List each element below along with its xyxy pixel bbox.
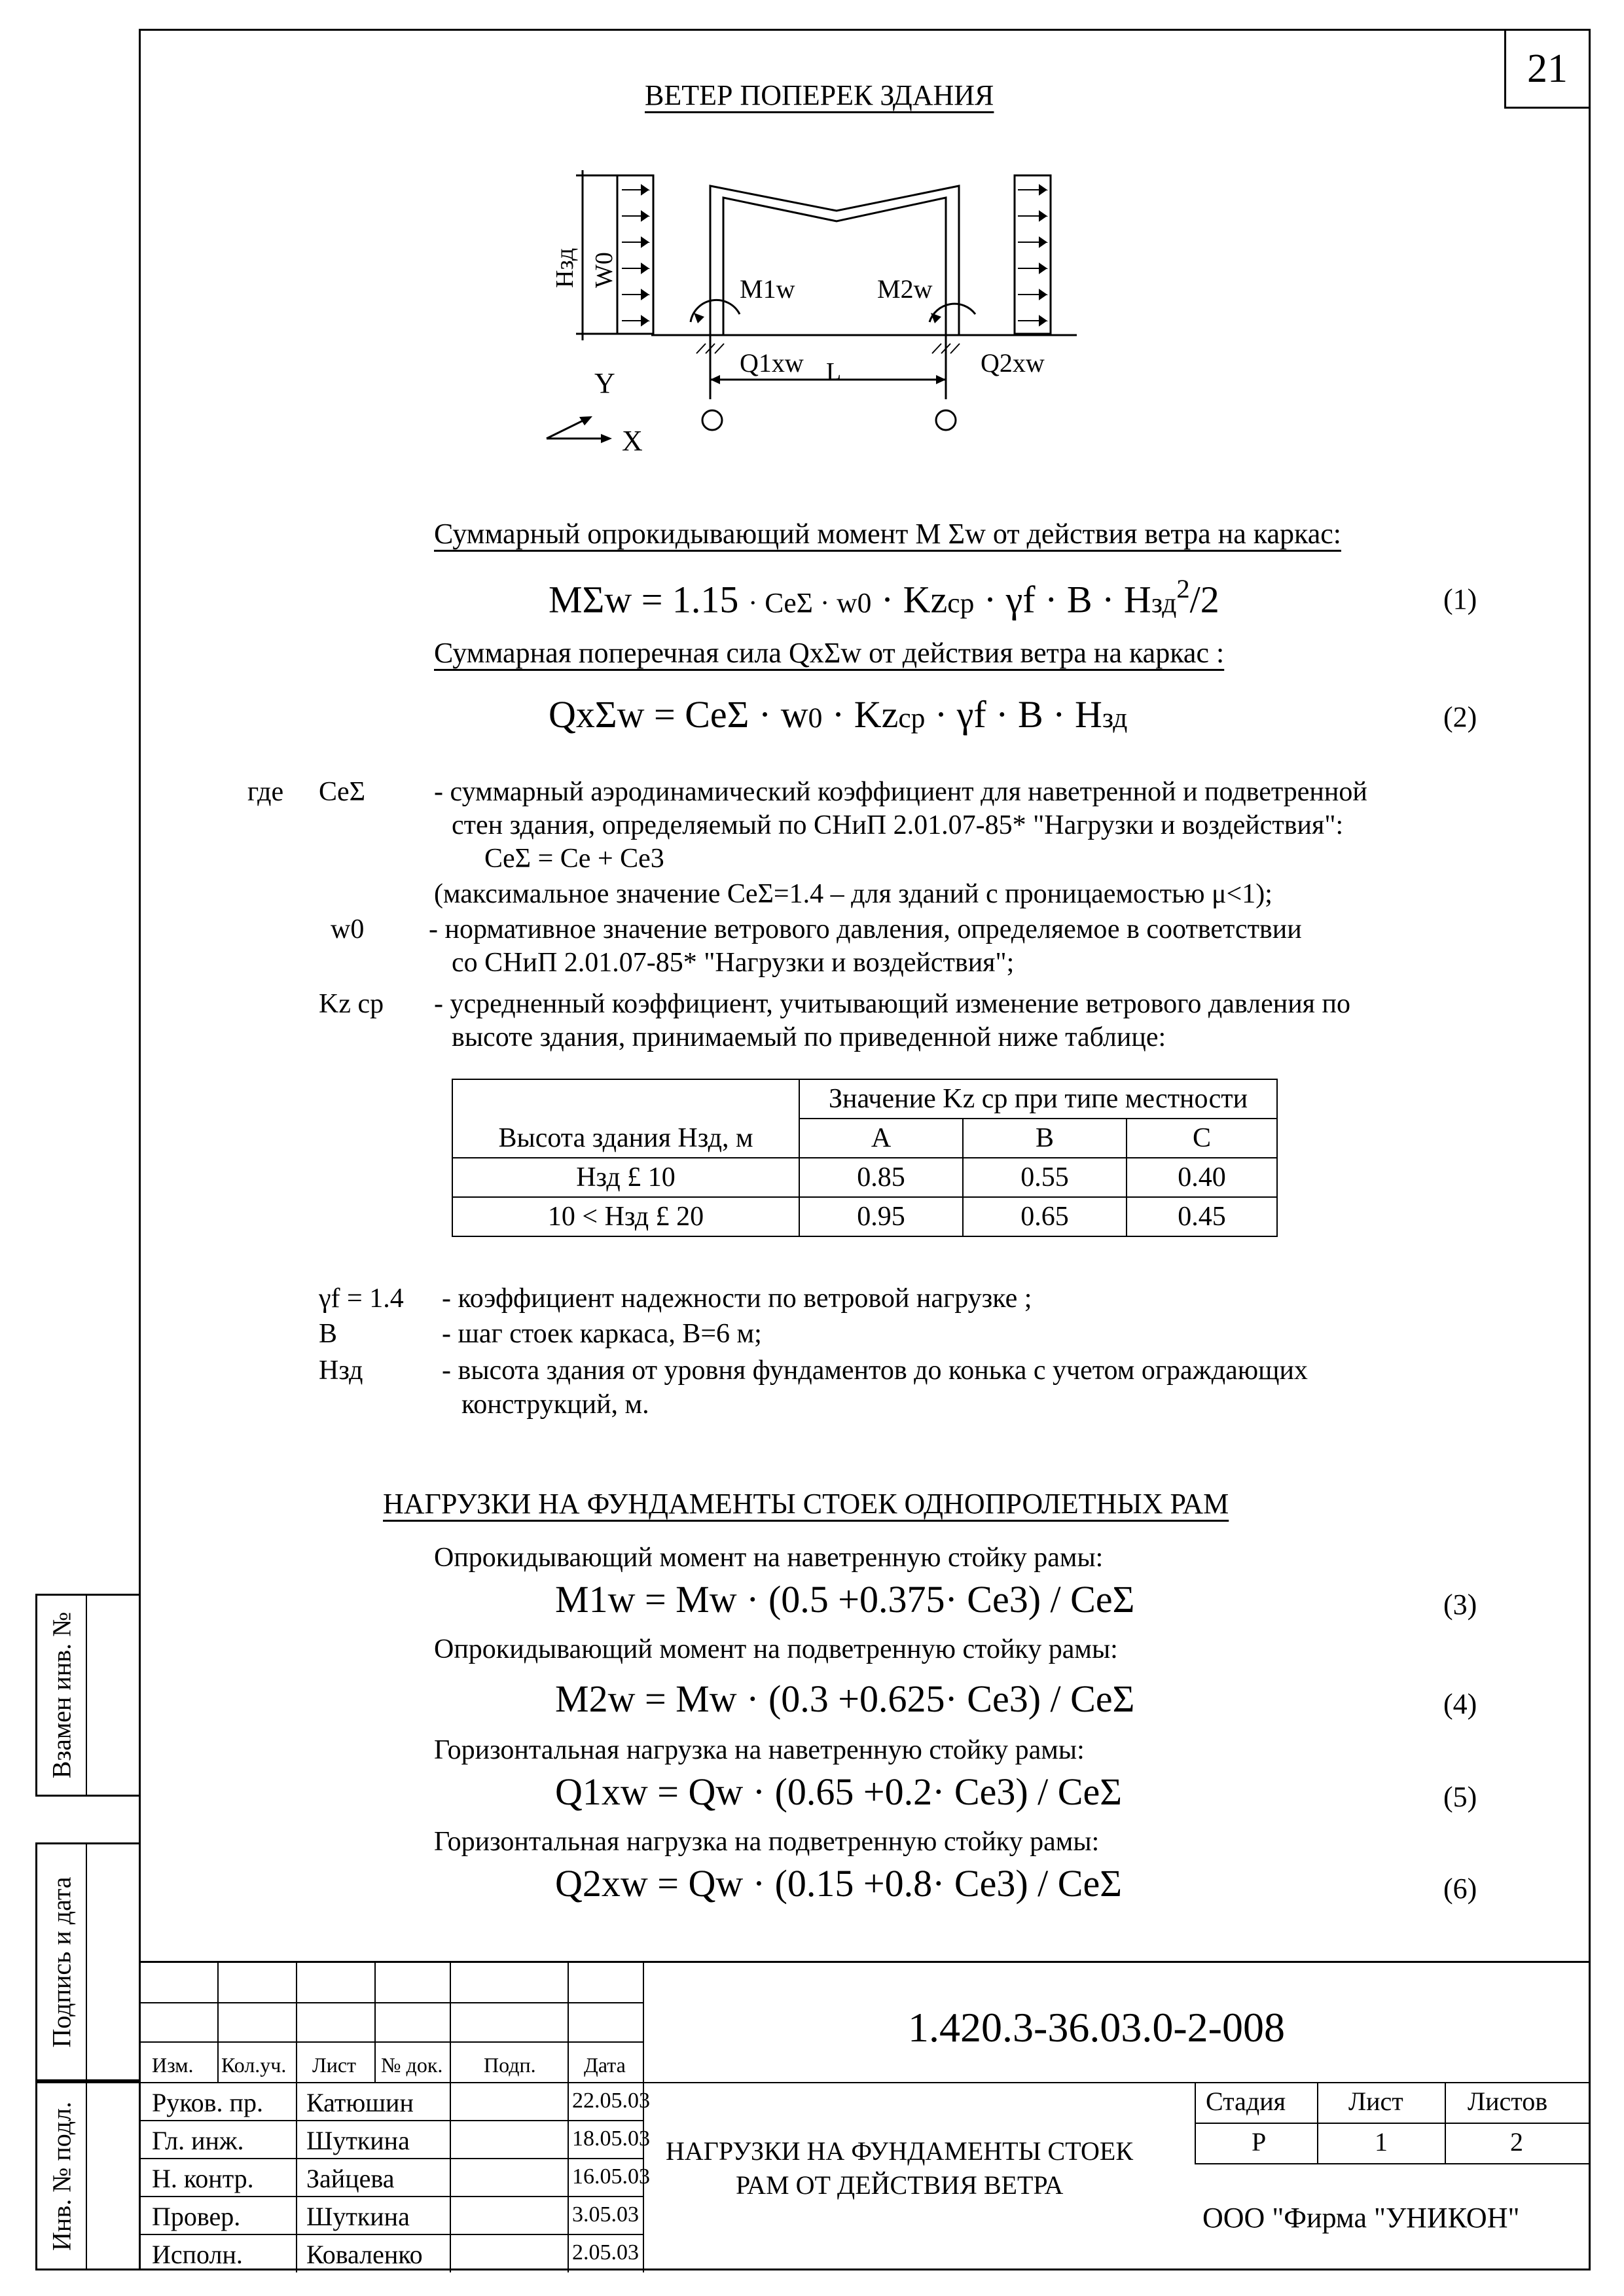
f5-formula: Q1xw = Qw · (0.65 +0.2· Ce3) / CeΣ bbox=[555, 1770, 1122, 1813]
desc-b: - шаг стоек каркаса, B=6 м; bbox=[442, 1319, 762, 1349]
symbol-kz: Kz cp bbox=[319, 989, 384, 1019]
table-col-a: A bbox=[799, 1119, 963, 1158]
f3-number: (3) bbox=[1443, 1588, 1477, 1621]
table-col-c: C bbox=[1127, 1119, 1277, 1158]
sheets-value: 2 bbox=[1510, 2127, 1523, 2157]
name-gl-inzh: Шуткина bbox=[306, 2126, 410, 2155]
f4-number: (4) bbox=[1443, 1688, 1477, 1720]
wind-arrows bbox=[579, 185, 1046, 443]
x-axis-label: X bbox=[622, 425, 643, 457]
symbol-gf: γf = 1.4 bbox=[319, 1283, 404, 1314]
wind-load-right bbox=[1015, 175, 1051, 334]
wind-load-left bbox=[617, 175, 653, 334]
y-axis-label: Y bbox=[594, 367, 615, 399]
header-izm: Изм. bbox=[152, 2053, 194, 2077]
role-gl-inzh: Гл. инж. bbox=[152, 2126, 244, 2155]
f5-number: (5) bbox=[1443, 1781, 1477, 1813]
section-title-foundations: НАГРУЗКИ НА ФУНДАМЕНТЫ СТОЕК ОДНОПРОЛЕТНЫХ РАМ bbox=[383, 1488, 1229, 1520]
date-rukov: 22.05.03 bbox=[572, 2089, 650, 2113]
desc-h-1: - высота здания от уровня фундаментов до конька с учетом ограждающих bbox=[442, 1355, 1308, 1386]
l-label: L bbox=[826, 358, 842, 386]
date-gl-inzh: 18.05.03 bbox=[572, 2126, 650, 2151]
role-prover: Провер. bbox=[152, 2202, 241, 2231]
f3-formula: M1w = Mw · (0.5 +0.375· Ce3) / CeΣ bbox=[555, 1578, 1135, 1621]
desc-kz-1: - усредненный коэффициент, учитывающий изменение ветрового давления по bbox=[434, 989, 1350, 1019]
date-n-kontr: 16.05.03 bbox=[572, 2164, 650, 2189]
eq2-intro: Суммарная поперечная сила QxΣw от действия ветра на каркас : bbox=[434, 637, 1225, 669]
f6-number: (6) bbox=[1443, 1873, 1477, 1905]
symbol-b: B bbox=[319, 1319, 338, 1349]
header-data: Дата bbox=[584, 2053, 626, 2077]
eq1-number: (1) bbox=[1443, 583, 1477, 615]
h-label: Нзд bbox=[551, 247, 579, 288]
portal-frame bbox=[710, 186, 959, 335]
header-list: Лист bbox=[312, 2053, 357, 2077]
desc-kz-2: высоте здания, принимаемый по приведенной ниже таблице: bbox=[452, 1022, 1166, 1052]
symbol-ce: CeΣ bbox=[319, 777, 366, 807]
kz-table bbox=[452, 1079, 1278, 1237]
side-inv: Инв. № подл. bbox=[35, 2081, 139, 2270]
m2-label: M2w bbox=[877, 274, 933, 304]
side-vzamen: Взамен инв. № bbox=[35, 1594, 139, 1797]
f3-intro: Опрокидывающий момент на наветренную стойку рамы: bbox=[434, 1543, 1104, 1573]
desc-w0-2: со СНиП 2.01.07-85* "Нагрузки и воздействия"; bbox=[452, 948, 1015, 978]
title-block bbox=[139, 1961, 1591, 2270]
company-name: ООО "Фирма "УНИКОН" bbox=[1202, 2202, 1520, 2234]
table-group-header: Значение Kz cp при типе местности bbox=[799, 1079, 1277, 1119]
q1-label: Q1xw bbox=[740, 348, 804, 378]
role-rukov: Руков. пр. bbox=[152, 2088, 263, 2117]
document-code: 1.420.3-36.03.0-2-008 bbox=[908, 2004, 1285, 2051]
table-col0-header: Высота здания Hзд, м bbox=[452, 1119, 799, 1158]
page-number: 21 bbox=[1504, 29, 1591, 109]
name-prover: Шуткина bbox=[306, 2202, 410, 2231]
table-header-row bbox=[452, 1079, 1277, 1119]
f6-formula: Q2xw = Qw · (0.15 +0.8· Ce3) / CeΣ bbox=[555, 1862, 1122, 1905]
table-subheader-row bbox=[452, 1119, 1277, 1158]
table-row: Hзд £ 10 0.85 0.55 0.40 bbox=[452, 1158, 1277, 1197]
symbol-w0: w0 bbox=[331, 914, 365, 944]
sheet-title-line2: РАМ ОТ ДЕЙСТВИЯ ВЕТРА bbox=[736, 2170, 1064, 2200]
f5-intro: Горизонтальная нагрузка на наветренную стойку рамы: bbox=[434, 1735, 1085, 1765]
eq1-intro: Суммарный опрокидывающий момент M Σw от действия ветра на каркас: bbox=[434, 518, 1341, 550]
header-kol: Кол.уч. bbox=[221, 2053, 287, 2077]
desc-h-2: конструкций, м. bbox=[461, 1390, 649, 1420]
sheets-header: Листов bbox=[1468, 2087, 1548, 2116]
role-ispoln: Исполн. bbox=[152, 2240, 243, 2269]
desc-w0-1: - нормативное значение ветрового давления, определяемое в соответствии bbox=[429, 914, 1302, 944]
sheet-value: 1 bbox=[1375, 2127, 1388, 2157]
table-row: 10 < Hзд £ 20 0.95 0.65 0.45 bbox=[452, 1197, 1277, 1236]
m1-label: M1w bbox=[740, 274, 795, 304]
desc-ce-2: стен здания, определяемый по СНиП 2.01.07-85* "Нагрузки и воздействия": bbox=[452, 810, 1344, 840]
w0-label: W0 bbox=[590, 252, 618, 288]
date-prover: 3.05.03 bbox=[572, 2202, 639, 2227]
name-rukov: Катюшин bbox=[306, 2088, 414, 2117]
f4-intro: Опрокидывающий момент на подветренную стойку рамы: bbox=[434, 1634, 1118, 1664]
sheet-header: Лист bbox=[1348, 2087, 1403, 2116]
date-ispoln: 2.05.03 bbox=[572, 2240, 639, 2265]
side-podpis: Подпись и дата bbox=[35, 1842, 139, 2081]
q2-label: Q2xw bbox=[981, 348, 1045, 378]
frame-diagram bbox=[524, 160, 1087, 461]
desc-ce-4: (максимальное значение CeΣ=1.4 – для зданий с проницаемостью μ<1); bbox=[434, 879, 1272, 909]
desc-ce-3: CeΣ = Ce + Ce3 bbox=[484, 844, 664, 874]
header-podp: Подп. bbox=[484, 2053, 536, 2077]
symbol-h: Hзд bbox=[319, 1355, 363, 1386]
name-n-kontr: Зайцева bbox=[306, 2164, 395, 2193]
gde-label: где bbox=[247, 777, 284, 807]
stage-header: Стадия bbox=[1206, 2087, 1286, 2116]
role-n-kontr: Н. контр. bbox=[152, 2164, 254, 2193]
table-col-b: B bbox=[963, 1119, 1127, 1158]
desc-gf: - коэффициент надежности по ветровой нагрузке ; bbox=[442, 1283, 1032, 1314]
sheet-title-line1: НАГРУЗКИ НА ФУНДАМЕНТЫ СТОЕК bbox=[666, 2136, 1134, 2166]
header-ndok: № док. bbox=[381, 2053, 443, 2077]
f4-formula: M2w = Mw · (0.3 +0.625· Ce3) / CeΣ bbox=[555, 1677, 1135, 1720]
section-title-wind: ВЕТЕР ПОПЕРЕК ЗДАНИЯ bbox=[645, 79, 994, 111]
f6-intro: Горизонтальная нагрузка на подветренную стойку рамы: bbox=[434, 1827, 1100, 1857]
eq1-formula: MΣw = 1.15 · CeΣ · w0 · Kzср · γf · B · Hзд$^2$/2 bbox=[549, 574, 1219, 621]
name-ispoln: Коваленко bbox=[306, 2240, 423, 2269]
eq2-formula: QxΣw = CeΣ · w0 · Kzср · γf · B · Hзд bbox=[549, 693, 1128, 736]
stage-value: Р bbox=[1252, 2127, 1267, 2157]
desc-ce-1: - суммарный аэродинамический коэффициент для наветренной и подветренной bbox=[434, 777, 1367, 807]
eq2-number: (2) bbox=[1443, 701, 1477, 733]
